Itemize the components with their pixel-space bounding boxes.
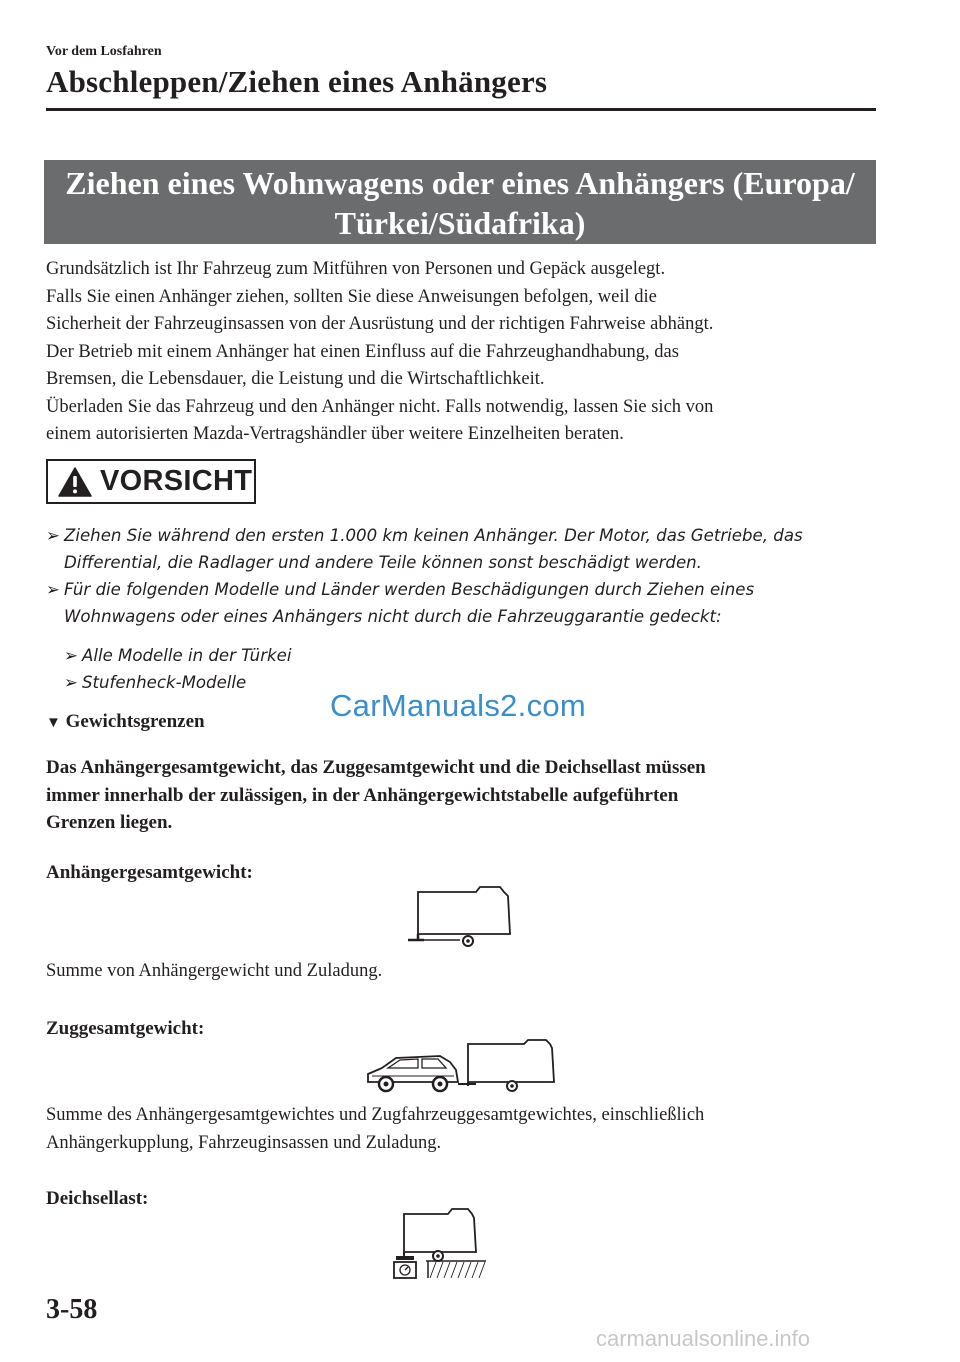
banner-line-2: Türkei/Südafrika) — [334, 205, 586, 241]
intro-line: Bremsen, die Lebensdauer, die Leistung und die Wirtschaftlichkeit. — [46, 369, 545, 389]
trailer-weight-text — [46, 958, 382, 986]
weights-intro-line: Das Anhängergesamtgewicht, das Zuggesamtgewicht und die Deichsellast müssen — [46, 757, 706, 778]
warning-triangle-icon — [58, 467, 92, 497]
caution-item-line: Für die folgenden Modelle und Länder werden Beschädigungen durch Ziehen eines — [64, 580, 755, 599]
arrow-bullet-icon: ➢ — [46, 580, 60, 599]
train-weight-label: Zuggesamtgewicht: — [46, 1018, 205, 1039]
train-weight-text-line: Summe des Anhängergesamtgewichtes und Zugfahrzeuggesamtgewichtes, einschließlich — [46, 1105, 705, 1125]
caution-box — [46, 459, 256, 504]
weights-intro-line: Grenzen liegen. — [46, 812, 173, 833]
car-with-trailer-icon — [364, 1038, 556, 1100]
intro-line: einem autorisierten Mazda-Vertragshändler über weitere Einzelheiten beraten. — [46, 424, 624, 444]
weights-intro — [46, 754, 876, 837]
header-rule — [46, 108, 876, 111]
intro-paragraph — [46, 256, 876, 449]
trailer-weight-text-line: Summe von Anhängergewicht und Zuladung. — [46, 961, 383, 981]
intro-line: Der Betrieb mit einem Anhänger hat einen Einfluss auf die Fahrzeughandhabung, das — [46, 341, 679, 362]
arrow-bullet-icon: ➢ — [64, 646, 78, 665]
intro-line: Sicherheit der Fahrzeuginsassen von der Ausrüstung und der richtigen Fahrweise abhängt. — [46, 314, 714, 334]
topic-banner — [44, 160, 876, 244]
train-weight-text-line: Anhängerkupplung, Fahrzeuginsassen und Zuladung. — [46, 1132, 442, 1153]
weights-intro-line: immer innerhalb der zulässigen, in der Anhängergewichtstabelle aufgeführten — [46, 784, 679, 806]
caution-label: VORSICHT — [100, 465, 253, 497]
footer-site: carmanualsonline.info — [596, 1326, 811, 1351]
section-title: Vor dem Losfahren — [46, 44, 162, 59]
page-number: 3-58 — [46, 1294, 98, 1325]
watermark: CarManuals2.com — [330, 688, 587, 723]
triangle-down-icon: ▼ — [46, 715, 61, 731]
intro-line: Überladen Sie das Fahrzeug und den Anhänger nicht. Falls notwendig, lassen Sie sich von — [46, 396, 714, 417]
trailer-icon — [404, 884, 524, 948]
subsection-heading — [46, 711, 205, 733]
caution-item-line: Differential, die Radlager und andere Teile können sonst beschädigt werden. — [64, 553, 702, 572]
tongue-weight-label: Deichsellast: — [46, 1188, 149, 1209]
caution-list — [46, 522, 876, 696]
caution-subitem-text: Stufenheck-Modelle — [82, 673, 247, 692]
intro-line: Falls Sie einen Anhänger ziehen, sollten Sie diese Anweisungen befolgen, weil die — [46, 286, 657, 307]
trailer-weight-label: Anhängergesamtgewicht: — [46, 862, 253, 883]
subsection-heading-text: Gewichtsgrenzen — [65, 711, 205, 732]
arrow-bullet-icon: ➢ — [64, 673, 78, 692]
chapter-title: Abschleppen/Ziehen eines Anhängers — [46, 64, 548, 99]
caution-item — [46, 522, 876, 576]
caution-item-line: Wohnwagens oder eines Anhängers nicht durch die Fahrzeuggarantie gedeckt: — [64, 607, 722, 626]
train-weight-text — [46, 1102, 704, 1157]
banner-line-1: Ziehen eines Wohnwagens oder eines Anhängers (Europa/ — [65, 165, 855, 201]
tongue-load-scale-icon — [390, 1204, 496, 1280]
caution-item-line: Ziehen Sie während den ersten 1.000 km keinen Anhänger. Der Motor, das Getriebe, das — [64, 526, 803, 545]
intro-line: Grundsätzlich ist Ihr Fahrzeug zum Mitführen von Personen und Gepäck ausgelegt. — [46, 259, 666, 279]
caution-subitem — [64, 642, 876, 669]
arrow-bullet-icon: ➢ — [46, 526, 60, 545]
caution-item — [46, 576, 876, 630]
caution-subitem-text: Alle Modelle in der Türkei — [82, 646, 292, 665]
